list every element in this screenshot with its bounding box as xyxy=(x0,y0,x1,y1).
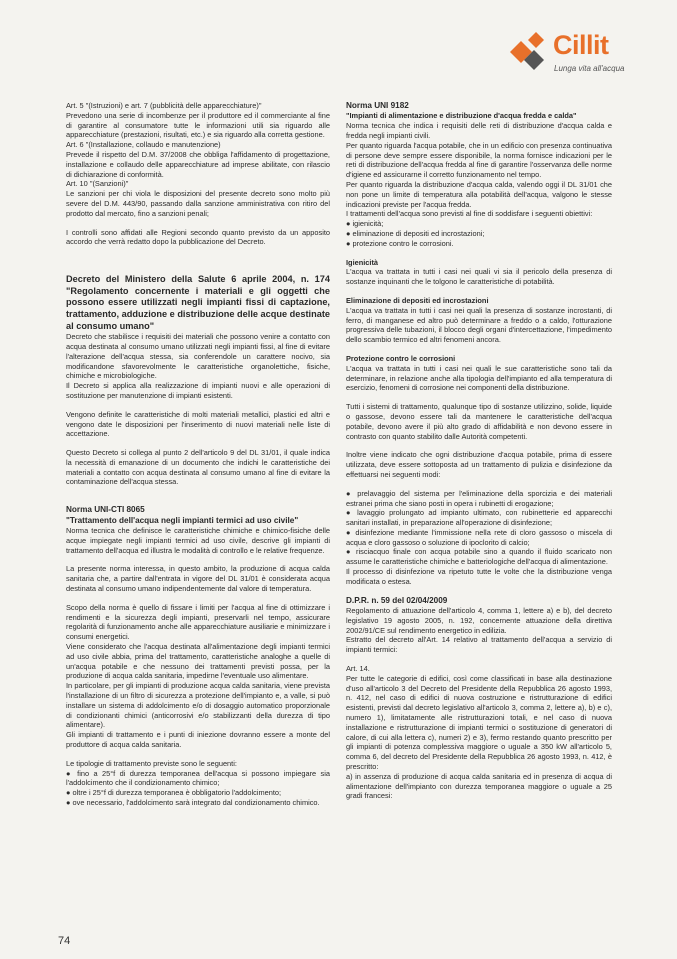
paragraph: Prevedono una serie di incombenze per il produttore ed il commerciante al fine di garantire al consumatore tutte le informazioni utili sia riguardo alle apparecchiature (prestazioni, risultati, etc.) e sia riguardo alla corretta gestione. xyxy=(66,110,330,140)
paragraph: Norma tecnica che indica i requisiti delle reti di distribuzione d'acqua calda e fredda negli impianti civili. xyxy=(346,121,612,140)
paragraph: Tutti i sistemi di trattamento, qualunque tipo di sostanze utilizzino, solide, liquide o gassose, devono essere tali da mantenere le caratteristiche dell'acqua potabile, devono avere il più alto grado di affidabilità e non devono essere in contrasto con quanto stabilito dalle Autorità competenti. xyxy=(346,402,612,441)
paragraph: La presente norma interessa, in questo ambito, la produzione di acqua calda sanitaria che, a partire dall'entrata in vigore del DL 31/01 è considerata acqua destinata al consumo umano indipendentemente dal valore di temperatura. xyxy=(66,564,330,594)
paragraph: Prevede il rispetto del D.M. 37/2008 che obbliga l'affidamento di progettazione, installazione e collaudo delle apparecchiature ad imprese abilitate, con rilascio di dichiarazione di conformità. xyxy=(66,149,330,179)
cillit-diamond-logo-icon xyxy=(506,30,550,74)
paragraph: Estratto del decreto all'Art. 14 relativo al trattamento dell'acqua a servizio di impianti termici: xyxy=(346,635,612,655)
list-item: ● eliminazione di depositi ed incrostazioni; xyxy=(346,228,485,238)
paragraph: L'acqua va trattata in tutti i casi nei quali vi sia il pericolo della presenza di sostanze inquinanti che le tolgono le caratteristiche di potabilità. xyxy=(346,267,612,287)
list-item: ● fino a 25°f di durezza temporanea dell'acqua si possono impiegare sia l'addolcimento che il condizionamento chimico; xyxy=(66,768,330,788)
list-item: ● protezione contro le corrosioni. xyxy=(346,238,454,248)
paragraph: L'acqua va trattata in tutti i casi nei quali le sue caratteristiche sono tali da determinare, in relazione anche alla tipologia dell'impianto ed alla temperatura di esercizio, fenomeni di corrosione nei componenti della distribuzione. xyxy=(346,363,612,393)
paragraph: Per quanto riguarda l'acqua potabile, che in un edificio con presenza continuativa di persone deve sempre essere disponibile, la norma fornisce indicazioni per le reti di distribuzione dell'acqua fredda al fine di garantire l'osservanza delle norme d'igiene ed assicurarne il corretto funzionamento nel tempo. xyxy=(346,140,612,180)
brand-tagline: Lunga vita all'acqua xyxy=(554,64,625,73)
list-item: ● ove necessario, l'addolcimento sarà integrato dal condizionamento chimico. xyxy=(66,798,320,808)
paragraph: I trattamenti dell'acqua sono previsti al fine di soddisfare i seguenti obiettivi: xyxy=(346,209,593,219)
paragraph: Regolamento di attuazione dell'articolo 4, comma 1, lettere a) e b), del decreto legislativo 19 agosto 2005, n. 192, concernente attuazione della direttiva 2002/91/CE sul rendimento energetico in edilizia. xyxy=(346,606,612,635)
right-column xyxy=(346,101,612,801)
left-column xyxy=(66,101,330,808)
paragraph: Scopo della norma è quello di fissare i limiti per l'acqua al fine di ottimizzare i rendimenti e la sicurezza degli impianti, preservarli nel tempo, assicurare regolarità di funzionamento anche alle apparecchiature ausiliarie e minimizzare i consumi energetici. xyxy=(66,602,330,642)
paragraph: Vengono definite le caratteristiche di molti materiali metallici, plastici ed altri e vengono date le disposizioni per l'inserimento di nuovi materiali nelle liste di accettazione. xyxy=(66,409,330,439)
brand-name: Cillit xyxy=(553,30,609,60)
paragraph: I controlli sono affidati alle Regioni secondo quanto previsto da un apposito accordo che verrà redatto dopo la pubblicazione del Decreto. xyxy=(66,227,330,247)
section-subheading-uni-8065: "Trattamento dell'acqua negli impianti termici ad uso civile" xyxy=(66,515,299,525)
list-item: ● risciacquo finale con acqua potabile sino a quando il fluido scaricato non assume le caratteristiche chimiche e batteriologiche dell'acqua di alimentazione. xyxy=(346,547,612,567)
subheading-igienicita: Igienicità xyxy=(346,257,379,267)
paragraph: Le sanzioni per chi viola le disposizioni del presente decreto sono molto più severe del D.M. 443/90, passando dalla sanzione amministrativa con ritiro del prodotto dal mercato, fino a sanzioni penali; xyxy=(66,189,330,218)
paragraph: Art. 5 "(Istruzioni) e art. 7 (pubblicità delle apparecchiature)" xyxy=(66,101,262,110)
paragraph: Questo Decreto si collega al punto 2 dell'articolo 9 del DL 31/01, il quale indica la necessità di emanazione di un documento che indichi le caratteristiche dei materiali a contatto con acqua destinata al consumo umano al fine di evitare la contaminazione dell'acqua stessa. xyxy=(66,448,330,487)
paragraph: L'acqua va trattata in tutti i casi nei quali la presenza di sostanze incrostanti, di ferro, di manganese ed altro può determinare a freddo o a caldo, l'otturazione progressiva delle tubazioni, il blocco degli organi d'intercettazione, l'impedimento dello scambio termico ed altri fenomeni ancora. xyxy=(346,305,612,345)
paragraph: Art. 6 "(Installazione, collaudo e manutenzione) xyxy=(66,140,221,150)
page-number: 74 xyxy=(58,935,71,947)
section-heading-decreto: Decreto del Ministero della Salute 6 aprile 2004, n. 174 "Regolamento concernente i materiali e gli oggetti che possono essere utilizzati negli impianti fissi di captazione, trattamento, adduzione e distribuzione delle acque destinate al consumo umano" xyxy=(66,274,330,331)
paragraph: Art. 14. xyxy=(346,664,370,674)
paragraph: Norma tecnica che definisce le caratteristiche chimiche e chimico-fisiche delle acque impiegate negli impianti termici ad uso civile, descrive gli impianti di trattamento dell'acqua ed illustra le modalità di controllo e le relative frequenze. xyxy=(66,526,330,555)
section-heading-dpr: D.P.R. n. 59 del 02/04/2009 xyxy=(346,595,448,605)
paragraph: Viene considerato che l'acqua destinata all'alimentazione degli impianti termici ad uso civile abbia, prima del trattamento, caratteristiche analoghe a quelle di un'acqua potabile e che nessuno dei trattamenti previsti possa, per la produzione di acqua calda sanitaria, impedirne l'eventuale uso alimentare. xyxy=(66,642,330,681)
list-item: ● igienicità; xyxy=(346,219,384,229)
brand-logo xyxy=(506,28,636,78)
paragraph: Gli impianti di trattamento e i punti di iniezione dovranno essere a monte del produttore di acqua calda sanitaria. xyxy=(66,730,330,750)
list-item: ● oltre i 25°f di durezza temporanea è obbligatorio l'addolcimento; xyxy=(66,788,282,798)
paragraph: Il Decreto si applica alla realizzazione di impianti nuovi e alle operazioni di sostituzione per manutenzione di impianti esistenti. xyxy=(66,381,330,400)
paragraph: Per tutte le categorie di edifici, così come classificati in base alla destinazione d'uso all'articolo 3 del Decreto del Presidente della Repubblica 26 agosto 1993, n. 412, nel caso di edifici di nuova costruzione e ristrutturazione di edifici esistenti, previsti dal decreto legislativo all'articolo 3, comma 2, lettere a), b) e c), numero 1), limitatamente alle ristrutturazioni totali, e nel caso di nuova installazione e ristrutturazione di impianti termici o sostituzione di generatori di calore, di cui alla lettera c), numeri 2) e 3), fermo restando quanto prescritto per gli impianti di potenza complessiva maggiore o uguale a 350 kW all'articolo 5, comma 6, del decreto del Presidente della Repubblica 26 agosto 1993, n. 412, è prescritto: xyxy=(346,673,612,772)
subheading-eliminazione: Eliminazione di depositi ed incrostazioni xyxy=(346,295,489,305)
list-item: ● prelavaggio del sistema per l'eliminazione della sporcizia e dei materiali estranei prima che siano posti in opera i rubinetti di erogazione; xyxy=(346,488,612,508)
paragraph: a) in assenza di produzione di acqua calda sanitaria ed in presenza di acqua di alimentazione dell'impianto con durezza temporanea maggiore o uguale a 25 gradi francesi: xyxy=(346,771,612,801)
section-heading-uni-9182: Norma UNI 9182 xyxy=(346,101,409,110)
section-subheading-uni-9182: "Impianti di alimentazione e distribuzione d'acqua fredda e calda" xyxy=(346,111,577,121)
paragraph: In particolare, per gli impianti di produzione acqua calda sanitaria, viene prevista l'installazione di un filtro di sicurezza a protezione dell'impianto e, a valle, si può installare un sistema di addolcimento e/o di dosaggio automatico proporzionale di condizionanti chimici (anticorrosivi e/o stabilizzanti della durezza di tipo alimentare). xyxy=(66,681,330,730)
paragraph: Il processo di disinfezione va ripetuto tutte le volte che la distribuzione venga modificata o estesa. xyxy=(346,567,612,586)
subheading-protezione: Protezione contro le corrosioni xyxy=(346,353,456,363)
list-item: ● lavaggio prolungato ad impianto ultimato, con rubinetterie ed apparecchi sanitari installati, in preparazione all'operazione di disinfezione; xyxy=(346,508,612,528)
paragraph: Decreto che stabilisce i requisiti dei materiali che possono venire a contatto con acqua destinata al consumo umano utilizzati negli impianti fissi, al fine di evitare l'alterazione dell'acqua stessa, sia conferendole un carattere nocivo, sia modificandone sfavorevolmente le caratteristiche organolettiche, fisiche, chimiche e microbiologiche. xyxy=(66,332,330,381)
list-item: ● disinfezione mediante l'immissione nella rete di cloro gassoso o miscela di acqua e cloro gassoso o soluzione di ipoclorito di calcio; xyxy=(346,527,612,547)
paragraph: Per quanto riguarda la distribuzione d'acqua calda, valendo oggi il DL 31/01 che non pone un limite di temperatura alla potabilità dell'acqua, valgono le stesse indicazioni previste per l'acqua fredda. xyxy=(346,179,612,209)
paragraph: Le tipologie di trattamento previste sono le seguenti: xyxy=(66,758,237,768)
paragraph: Inoltre viene indicato che ogni distribuzione d'acqua potabile, prima di essere utilizzata, deve essere sottoposta ad un trattamento di pulizia e disinfezione da effettuarsi nei seguenti modi: xyxy=(346,450,612,479)
paragraph: Art. 10 "(Sanzioni)" xyxy=(66,179,129,189)
section-heading-uni-8065: Norma UNI-CTI 8065 xyxy=(66,505,145,515)
